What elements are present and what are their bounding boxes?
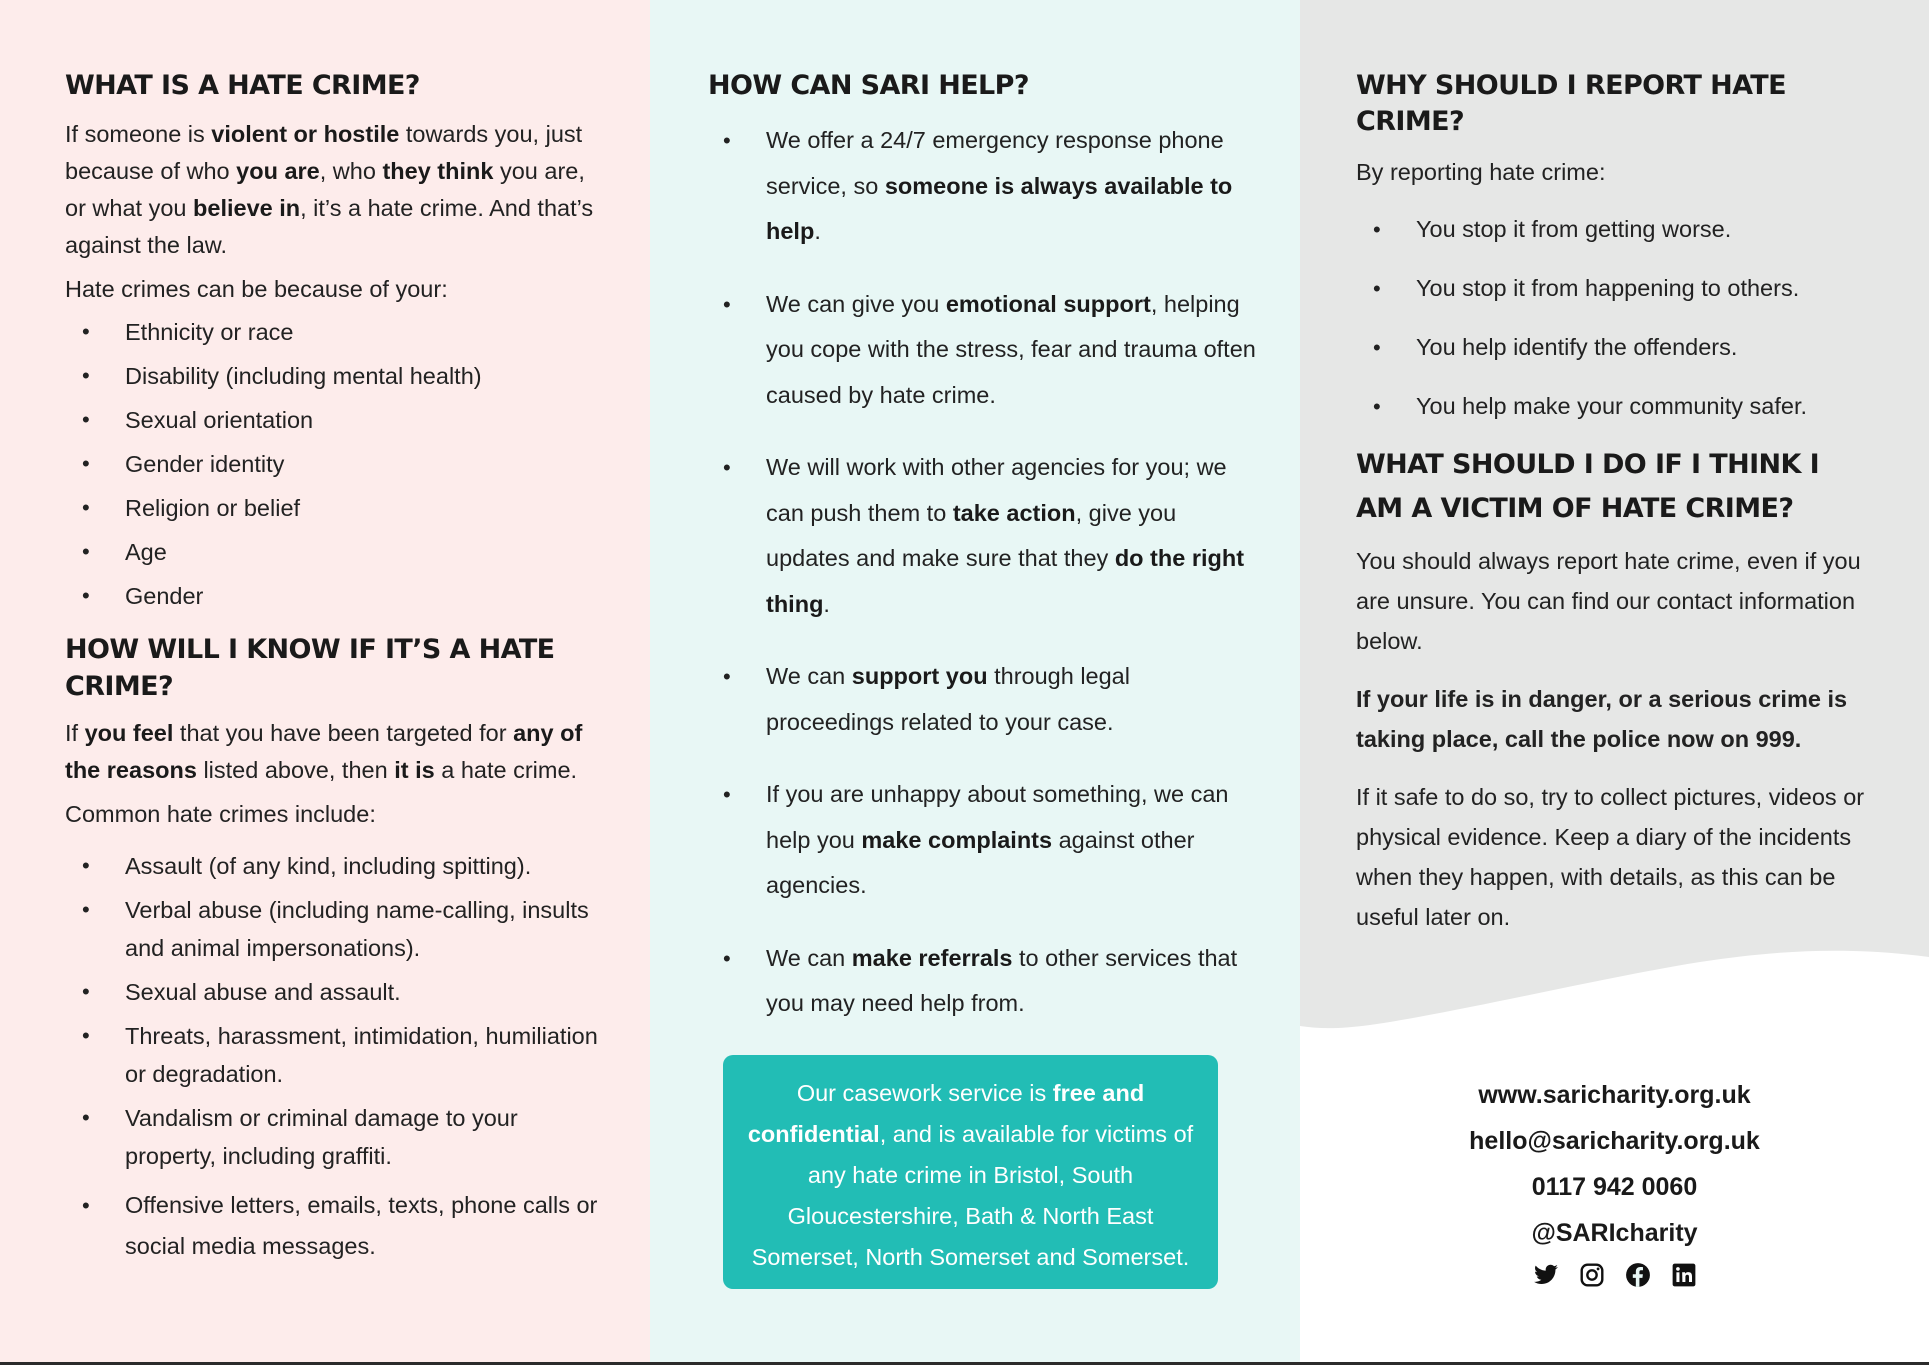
common-crimes-lead: Common hate crimes include: xyxy=(65,801,376,828)
evidence-paragraph: If it safe to do so, try to collect pictures, videos or physical evidence. Keep a diary of the incidents when they happen, with details, as this can be useful later on. xyxy=(1356,783,1865,930)
casework-callout: Our casework service is free and confidential, and is available for victims of any hate crime in Bristol, South Gloucestershire, Bath & North East Somerset, North Somerset and Somerset. xyxy=(723,1055,1218,1289)
list-item: • Gender identity xyxy=(65,442,600,486)
common-crimes-list xyxy=(65,847,600,1267)
why-report-content xyxy=(1356,68,1896,937)
heading-how-will-i-know: HOW WILL I KNOW IF IT’S A HATE CRIME? xyxy=(65,634,555,702)
list-item: • Disability (including mental health) xyxy=(65,354,600,398)
column-how-can-sari-help xyxy=(650,0,1300,1365)
list-item: • Gender xyxy=(65,574,600,618)
emergency-paragraph: If your life is in danger, or a serious crime is taking place, call the police now on 999. xyxy=(1356,685,1848,752)
heading-what-should-i-do: WHAT SHOULD I DO IF I THINK I AM A VICTIM OF HATE CRIME? xyxy=(1356,448,1820,524)
heading-how-can-sari-help: HOW CAN SARI HELP? xyxy=(708,70,1029,101)
list-item: • You stop it from getting worse. xyxy=(1356,207,1896,252)
reporting-lead: By reporting hate crime: xyxy=(1356,158,1606,185)
list-item: • Age xyxy=(65,530,600,574)
list-item: • You help identify the offenders. xyxy=(1356,325,1896,370)
heading-why-report: WHY SHOULD I REPORT HATE CRIME? xyxy=(1356,70,1786,138)
email-link[interactable]: hello@saricharity.org.uk xyxy=(1469,1127,1760,1155)
always-report-paragraph: You should always report hate crime, even if you are unsure. You can find our contact information below. xyxy=(1356,547,1861,654)
hate-crime-reasons-lead: Hate crimes can be because of your: xyxy=(65,276,448,303)
list-item: • Threats, harassment, intimidation, humiliation or degradation. xyxy=(65,1017,600,1093)
twitter-icon[interactable] xyxy=(1533,1262,1559,1288)
facebook-icon[interactable] xyxy=(1625,1262,1651,1288)
phone-number[interactable]: 0117 942 0060 xyxy=(1531,1173,1698,1201)
social-icons xyxy=(1300,1262,1929,1288)
column-what-is-hate-crime xyxy=(0,0,650,1365)
list-item: • We can give you emotional support, helping you cope with the stress, fear and trauma often caused by hate crime. xyxy=(708,282,1256,419)
list-item: • Vandalism or criminal damage to your property, including graffiti. xyxy=(65,1099,600,1175)
list-item: • We offer a 24/7 emergency response phone service, so someone is always available to help. xyxy=(708,118,1256,255)
heading-what-is-hate-crime: WHAT IS A HATE CRIME? xyxy=(65,70,420,101)
contact-block xyxy=(1300,1072,1929,1256)
list-item: • You stop it from happening to others. xyxy=(1356,266,1896,311)
list-item: • You help make your community safer. xyxy=(1356,384,1896,429)
list-item: • Verbal abuse (including name-calling, insults and animal impersonations). xyxy=(65,891,600,967)
list-item: • Offensive letters, emails, texts, phone calls or social media messages. xyxy=(65,1185,600,1267)
list-item: • We can make referrals to other services that you may need help from. xyxy=(708,936,1256,1027)
column-why-report xyxy=(1300,0,1929,1365)
linkedin-icon[interactable] xyxy=(1671,1262,1697,1288)
reasons-list xyxy=(65,310,600,618)
instagram-icon[interactable] xyxy=(1579,1262,1605,1288)
list-item: • Sexual orientation xyxy=(65,398,600,442)
list-item: • Ethnicity or race xyxy=(65,310,600,354)
list-item: • Religion or belief xyxy=(65,486,600,530)
list-item: • We can support you through legal proceedings related to your case. xyxy=(708,654,1256,745)
list-item: • Assault (of any kind, including spitting). xyxy=(65,847,600,885)
list-item: • If you are unhappy about something, we can help you make complaints against other agencies. xyxy=(708,772,1256,909)
help-list xyxy=(708,118,1256,1027)
reporting-benefits-list xyxy=(1356,207,1896,429)
intro-paragraph: If someone is violent or hostile towards you, just because of who you are, who they think you are, or what you believe in, it’s a hate crime. And that’s against the law. xyxy=(65,121,594,259)
list-item: • We will work with other agencies for you; we can push them to take action, give you updates and make sure that they do the right thing. xyxy=(708,445,1256,627)
website-link[interactable]: www.saricharity.org.uk xyxy=(1478,1081,1751,1109)
social-handle[interactable]: @SARIcharity xyxy=(1531,1219,1698,1247)
how-will-i-know-paragraph: If you feel that you have been targeted for any of the reasons listed above, then it is a hate crime. xyxy=(65,720,583,784)
list-item: • Sexual abuse and assault. xyxy=(65,973,600,1011)
